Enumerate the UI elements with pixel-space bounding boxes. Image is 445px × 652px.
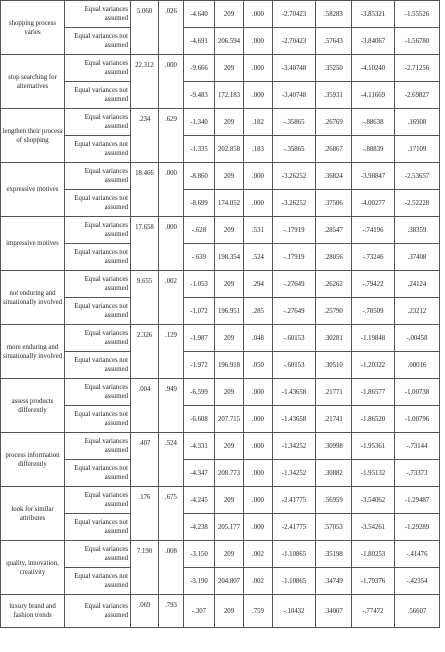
df-value: 196.951 [215, 298, 244, 325]
table-row [1, 82, 440, 109]
levene-sig: .675 [159, 487, 184, 541]
ci-upper: .17109 [395, 136, 440, 163]
ci-lower: -.88839 [352, 136, 395, 163]
df-value: 209 [215, 487, 244, 514]
t-value: -4.640 [184, 1, 215, 28]
ci-upper: -.73144 [395, 433, 440, 460]
assumption-label: Equal variances not assumed [65, 352, 131, 379]
ci-lower: -.74196 [352, 217, 395, 244]
sig-2-tailed: .000 [244, 433, 273, 460]
variable-name: process information differently [1, 433, 65, 487]
variable-name: expressive motives [1, 163, 65, 217]
table-row [1, 190, 440, 217]
levene-f: 2.326 [131, 325, 159, 379]
mean-difference: -.10432 [273, 595, 316, 628]
mean-difference: -2.41775 [273, 514, 316, 541]
df-value: 198.354 [215, 244, 244, 271]
mean-difference: -.27649 [273, 271, 316, 298]
mean-difference: -1.43658 [273, 406, 316, 433]
variable-name: assess products differently [1, 379, 65, 433]
std-error-difference: .30882 [316, 460, 352, 487]
ci-upper: .23212 [395, 298, 440, 325]
std-error-difference: .26867 [316, 136, 352, 163]
assumption-label: Equal variances not assumed [65, 514, 131, 541]
std-error-difference: .26262 [316, 271, 352, 298]
mean-difference: -.17919 [273, 244, 316, 271]
table-row [1, 136, 440, 163]
ci-upper: .00016 [395, 352, 440, 379]
assumption-label: Equal variances not assumed [65, 82, 131, 109]
table-row [1, 298, 440, 325]
ci-lower: -1.95361 [352, 433, 395, 460]
levene-f: 9.655 [131, 271, 159, 325]
ci-upper: .16908 [395, 109, 440, 136]
ci-upper: -2.53657 [395, 163, 440, 190]
sig-2-tailed: .182 [244, 109, 273, 136]
assumption-label: Equal variances assumed [65, 271, 131, 298]
std-error-difference: .35198 [316, 541, 352, 568]
sig-2-tailed: .294 [244, 271, 273, 298]
t-value: -8.699 [184, 190, 215, 217]
sig-2-tailed: .000 [244, 28, 273, 55]
levene-f: .176 [131, 487, 159, 541]
t-value: -1.340 [184, 109, 215, 136]
ci-lower: -.88638 [352, 109, 395, 136]
mean-difference: -1.43658 [273, 379, 316, 406]
ci-upper: -1.00738 [395, 379, 440, 406]
std-error-difference: .57053 [316, 514, 352, 541]
df-value: 209 [215, 595, 244, 628]
mean-difference: -.27649 [273, 298, 316, 325]
df-value: 209 [215, 271, 244, 298]
table-row [1, 568, 440, 595]
sig-2-tailed: .531 [244, 217, 273, 244]
mean-difference: -3.26252 [273, 163, 316, 190]
sig-2-tailed: .000 [244, 406, 273, 433]
levene-f: .234 [131, 109, 159, 163]
assumption-label: Equal variances assumed [65, 1, 131, 28]
ci-upper: .24124 [395, 271, 440, 298]
table-row [1, 352, 440, 379]
t-value: -3.190 [184, 568, 215, 595]
t-value: -1.335 [184, 136, 215, 163]
ci-lower: -.73246 [352, 244, 395, 271]
std-error-difference: .25790 [316, 298, 352, 325]
std-error-difference: .30998 [316, 433, 352, 460]
sig-2-tailed: .000 [244, 82, 273, 109]
assumption-label: Equal variances assumed [65, 487, 131, 514]
t-value: -1.072 [184, 298, 215, 325]
assumption-label: Equal variances assumed [65, 109, 131, 136]
levene-sig: .793 [159, 595, 184, 628]
levene-sig: .629 [159, 109, 184, 163]
table-row [1, 379, 440, 406]
mean-difference: -.35865 [273, 136, 316, 163]
sig-2-tailed: .000 [244, 1, 273, 28]
df-value: 209 [215, 325, 244, 352]
df-value: 202.858 [215, 136, 244, 163]
table-body [1, 1, 440, 628]
df-value: 209 [215, 163, 244, 190]
sig-2-tailed: .000 [244, 163, 273, 190]
t-value: -9.483 [184, 82, 215, 109]
ci-lower: -.79422 [352, 271, 395, 298]
sig-2-tailed: .759 [244, 595, 273, 628]
sig-2-tailed: .000 [244, 460, 273, 487]
t-value: -4.347 [184, 460, 215, 487]
levene-f: 22.312 [131, 55, 159, 109]
table-row [1, 1, 440, 28]
mean-difference: -.60153 [273, 325, 316, 352]
table-row [1, 109, 440, 136]
std-error-difference: .35250 [316, 55, 352, 82]
table-row [1, 433, 440, 460]
std-error-difference: .34007 [316, 595, 352, 628]
mean-difference: -3.40748 [273, 82, 316, 109]
assumption-label: Equal variances assumed [65, 433, 131, 460]
assumption-label: Equal variances not assumed [65, 568, 131, 595]
ci-upper: -2.71256 [395, 55, 440, 82]
variable-name: not enduring and situationally involved [1, 271, 65, 325]
t-value: -6.608 [184, 406, 215, 433]
t-value: -4.245 [184, 487, 215, 514]
ci-upper: -1.29487 [395, 487, 440, 514]
assumption-label: Equal variances not assumed [65, 190, 131, 217]
std-error-difference: .56959 [316, 487, 352, 514]
sig-2-tailed: .048 [244, 325, 273, 352]
sig-2-tailed: .000 [244, 514, 273, 541]
levene-sig: .000 [159, 217, 184, 271]
levene-sig: .002 [159, 271, 184, 325]
df-value: 205.177 [215, 514, 244, 541]
assumption-label: Equal variances not assumed [65, 244, 131, 271]
mean-difference: -3.40748 [273, 55, 316, 82]
levene-sig: .524 [159, 433, 184, 487]
sig-2-tailed: .050 [244, 352, 273, 379]
ci-upper: .37408 [395, 244, 440, 271]
assumption-label: Equal variances assumed [65, 163, 131, 190]
t-value: -4.238 [184, 514, 215, 541]
mean-difference: -.60153 [273, 352, 316, 379]
std-error-difference: .30281 [316, 325, 352, 352]
mean-difference: -.17919 [273, 217, 316, 244]
sig-2-tailed: .002 [244, 568, 273, 595]
sig-2-tailed: .000 [244, 55, 273, 82]
df-value: 174.052 [215, 190, 244, 217]
t-value: -.639 [184, 244, 215, 271]
ci-upper: -1.29289 [395, 514, 440, 541]
df-value: 209 [215, 433, 244, 460]
assumption-label: Equal variances assumed [65, 217, 131, 244]
variable-name: luxury brand and fashion trends [1, 595, 65, 628]
assumption-label: Equal variances assumed [65, 541, 131, 568]
variable-name: quality, innovation, creativity [1, 541, 65, 595]
df-value: 209 [215, 109, 244, 136]
ci-lower: -1.20322 [352, 352, 395, 379]
df-value: 209 [215, 541, 244, 568]
sig-2-tailed: .183 [244, 136, 273, 163]
table-row [1, 487, 440, 514]
ci-lower: -3.98847 [352, 163, 395, 190]
levene-f: .069 [131, 595, 159, 628]
ci-upper: .38359 [395, 217, 440, 244]
ci-lower: -1.19848 [352, 325, 395, 352]
ci-upper: -.73373 [395, 460, 440, 487]
sig-2-tailed: .000 [244, 190, 273, 217]
t-value: -4.331 [184, 433, 215, 460]
assumption-label: Equal variances assumed [65, 55, 131, 82]
df-value: 209 [215, 217, 244, 244]
levene-f: 7.190 [131, 541, 159, 595]
ci-lower: -4.10240 [352, 55, 395, 82]
ci-upper: -.00458 [395, 325, 440, 352]
table-row [1, 541, 440, 568]
sig-2-tailed: .002 [244, 541, 273, 568]
ci-lower: -.78509 [352, 298, 395, 325]
std-error-difference: .57643 [316, 28, 352, 55]
t-value: -9.666 [184, 55, 215, 82]
df-value: 209 [215, 55, 244, 82]
std-error-difference: .30510 [316, 352, 352, 379]
levene-f: .407 [131, 433, 159, 487]
ci-upper: -.42354 [395, 568, 440, 595]
std-error-difference: .58283 [316, 1, 352, 28]
ci-lower: -3.85321 [352, 1, 395, 28]
ci-lower: -3.54261 [352, 514, 395, 541]
ci-lower: -1.86577 [352, 379, 395, 406]
df-value: 206.594 [215, 28, 244, 55]
mean-difference: -3.26252 [273, 190, 316, 217]
mean-difference: -1.34252 [273, 460, 316, 487]
levene-sig: .008 [159, 541, 184, 595]
std-error-difference: .28547 [316, 217, 352, 244]
variable-name: impressive motives [1, 217, 65, 271]
ci-lower: -3.84067 [352, 28, 395, 55]
assumption-label: Equal variances not assumed [65, 298, 131, 325]
ci-lower: -4.11669 [352, 82, 395, 109]
sig-2-tailed: .000 [244, 487, 273, 514]
levene-sig: .000 [159, 163, 184, 217]
t-value: -8.860 [184, 163, 215, 190]
t-value: -1.972 [184, 352, 215, 379]
table-row [1, 325, 440, 352]
mean-difference: -.35865 [273, 109, 316, 136]
ci-upper: -1.00796 [395, 406, 440, 433]
levene-sig: .000 [159, 55, 184, 109]
variable-name: look for similar attributes [1, 487, 65, 541]
variable-name: stop searching for alternatives [1, 55, 65, 109]
table-row [1, 55, 440, 82]
levene-f: 18.466 [131, 163, 159, 217]
mean-difference: -2.70423 [273, 28, 316, 55]
table-row [1, 163, 440, 190]
ci-lower: -3.54062 [352, 487, 395, 514]
df-value: 172.183 [215, 82, 244, 109]
std-error-difference: .21771 [316, 379, 352, 406]
table-row [1, 460, 440, 487]
std-error-difference: .35931 [316, 82, 352, 109]
levene-f: 5.060 [131, 1, 159, 55]
ci-lower: -1.80253 [352, 541, 395, 568]
table-row [1, 595, 440, 628]
assumption-label: Equal variances not assumed [65, 28, 131, 55]
ci-upper: -1.56780 [395, 28, 440, 55]
levene-f: 17.658 [131, 217, 159, 271]
t-value: -1.053 [184, 271, 215, 298]
ci-upper: -1.55526 [395, 1, 440, 28]
mean-difference: -1.34252 [273, 433, 316, 460]
variable-name: lengthen their process of shopping [1, 109, 65, 163]
assumption-label: Equal variances assumed [65, 379, 131, 406]
ci-lower: -1.79376 [352, 568, 395, 595]
ci-lower: -1.86520 [352, 406, 395, 433]
std-error-difference: .21741 [316, 406, 352, 433]
mean-difference: -1.10865 [273, 568, 316, 595]
df-value: 196.918 [215, 352, 244, 379]
t-value: -1.987 [184, 325, 215, 352]
levene-sig: .949 [159, 379, 184, 433]
assumption-label: Equal variances not assumed [65, 136, 131, 163]
t-value: -3.150 [184, 541, 215, 568]
df-value: 209 [215, 379, 244, 406]
t-value: -6.599 [184, 379, 215, 406]
assumption-label: Equal variances not assumed [65, 460, 131, 487]
table-row [1, 271, 440, 298]
table-row [1, 244, 440, 271]
ci-lower: -4.00277 [352, 190, 395, 217]
df-value: 207.715 [215, 406, 244, 433]
mean-difference: -2.70423 [273, 1, 316, 28]
table-row [1, 514, 440, 541]
ci-upper: -2.69827 [395, 82, 440, 109]
assumption-label: Equal variances assumed [65, 325, 131, 352]
levene-f: .004 [131, 379, 159, 433]
variable-name: shopping process varies [1, 1, 65, 55]
ci-lower: -1.95132 [352, 460, 395, 487]
t-value: -4.691 [184, 28, 215, 55]
ci-lower: -.77472 [352, 595, 395, 628]
assumption-label: Equal variances assumed [65, 595, 131, 628]
t-value: -.307 [184, 595, 215, 628]
std-error-difference: .28056 [316, 244, 352, 271]
sig-2-tailed: .000 [244, 379, 273, 406]
t-value: -.628 [184, 217, 215, 244]
ci-upper: -2.52228 [395, 190, 440, 217]
mean-difference: -2.41775 [273, 487, 316, 514]
levene-sig: .026 [159, 1, 184, 55]
df-value: 208.773 [215, 460, 244, 487]
std-error-difference: .26769 [316, 109, 352, 136]
sig-2-tailed: .524 [244, 244, 273, 271]
mean-difference: -1.10865 [273, 541, 316, 568]
df-value: 204.807 [215, 568, 244, 595]
assumption-label: Equal variances not assumed [65, 406, 131, 433]
sig-2-tailed: .285 [244, 298, 273, 325]
table-row [1, 28, 440, 55]
table-row [1, 406, 440, 433]
std-error-difference: .36824 [316, 163, 352, 190]
ci-upper: -.41476 [395, 541, 440, 568]
ci-upper: .56607 [395, 595, 440, 628]
variable-name: more enduring and situationally involved [1, 325, 65, 379]
levene-sig: .129 [159, 325, 184, 379]
std-error-difference: .34749 [316, 568, 352, 595]
df-value: 209 [215, 1, 244, 28]
table-row [1, 217, 440, 244]
std-error-difference: .37506 [316, 190, 352, 217]
